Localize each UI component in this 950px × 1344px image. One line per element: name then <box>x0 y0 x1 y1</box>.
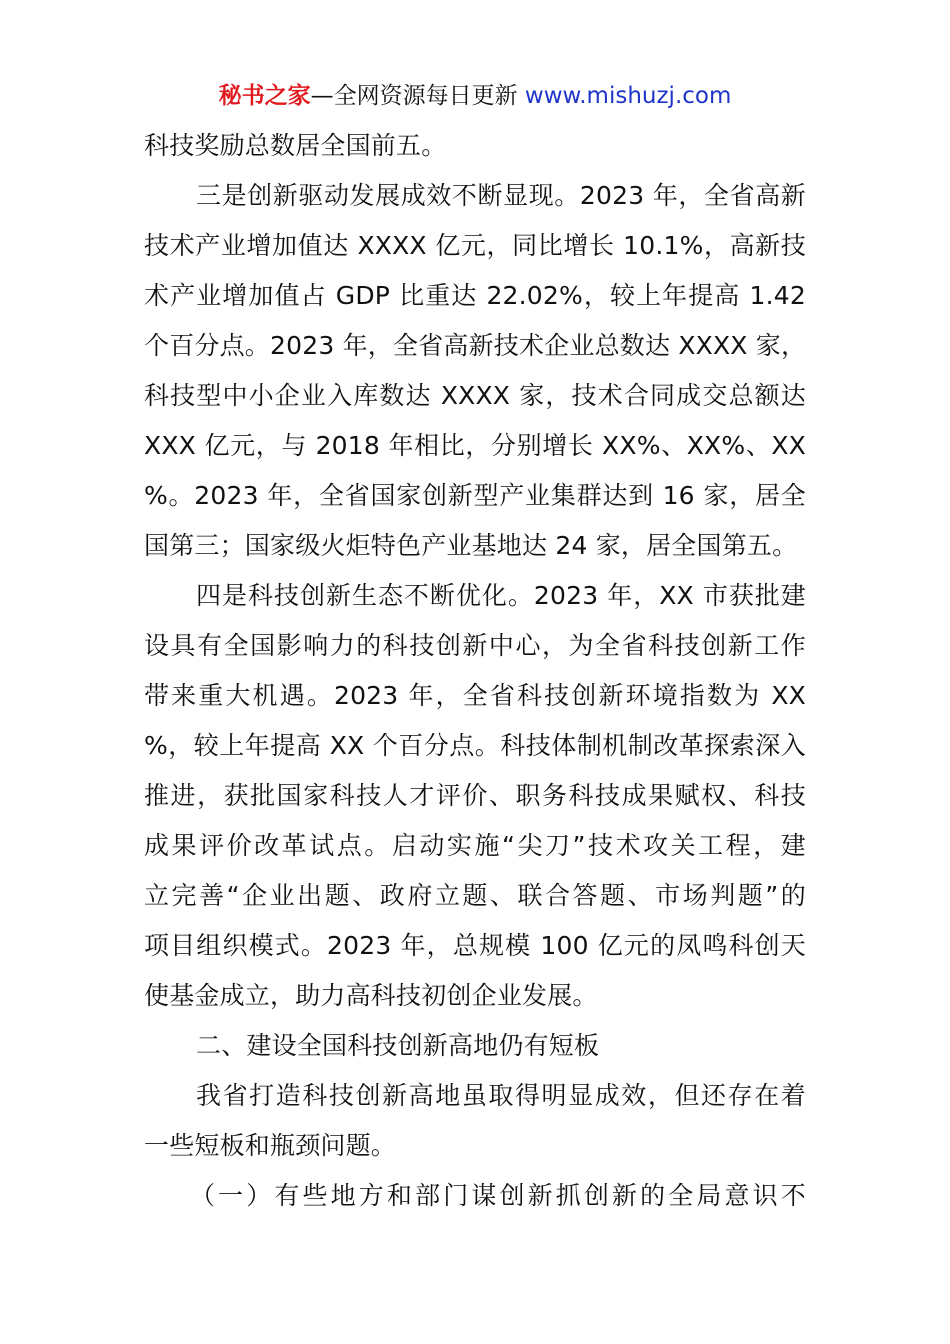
text-line-16: 立完善“企业出题、政府立题、联合答题、市场判题”的 <box>144 881 806 910</box>
text-line-04: 术产业增加值占 GDP 比重达 22.02%，较上年提高 1.42 <box>144 281 806 310</box>
subsection-heading: （一）有些地方和部门谋创新抓创新的全局意识不 <box>190 1181 806 1210</box>
site-tagline: —全网资源每日更新 <box>310 83 525 109</box>
text-line-17: 项目组织模式。2023 年，总规模 100 亿元的凤鸣科创天 <box>144 931 806 960</box>
text-line-12: 带来重大机遇。2023 年，全省科技创新环境指数为 XX <box>144 681 806 710</box>
text-line-21: 一些短板和瓶颈问题。 <box>144 1131 397 1160</box>
text-line-15: 成果评价改革试点。启动实施“尖刀”技术攻关工程，建 <box>144 831 806 860</box>
site-brand: 秘书之家 <box>218 83 311 109</box>
text-line-13: %，较上年提高 XX 个百分点。科技体制机制改革探索深入 <box>144 731 806 760</box>
document-body <box>144 121 806 1221</box>
text-line-11: 设具有全国影响力的科技创新中心，为全省科技创新工作 <box>144 631 806 660</box>
text-line-03: 技术产业增加值达 XXXX 亿元，同比增长 10.1%，高新技 <box>144 231 806 260</box>
text-line-14: 推进，获批国家科技人才评价、职务科技成果赋权、科技 <box>144 781 806 810</box>
site-header <box>0 80 950 112</box>
section-heading: 二、建设全国科技创新高地仍有短板 <box>196 1031 600 1060</box>
text-line-06: 科技型中小企业入库数达 XXXX 家，技术合同成交总额达 <box>144 381 806 410</box>
site-url-link[interactable]: www.mishuzj.com <box>524 83 732 109</box>
text-line-10: 四是科技创新生态不断优化。2023 年，XX 市获批建 <box>196 581 806 610</box>
text-line-20: 我省打造科技创新高地虽取得明显成效，但还存在着 <box>196 1081 806 1110</box>
text-line-05: 个百分点。2023 年，全省高新技术企业总数达 XXXX 家， <box>144 331 807 360</box>
text-line-01: 科技奖励总数居全国前五。 <box>144 131 447 160</box>
text-line-09: 国第三；国家级火炬特色产业基地达 24 家，居全国第五。 <box>144 531 798 560</box>
text-line-02: 三是创新驱动发展成效不断显现。2023 年，全省高新 <box>196 181 806 210</box>
text-line-18: 使基金成立，助力高科技初创企业发展。 <box>144 981 598 1010</box>
text-line-07: XXX 亿元，与 2018 年相比，分别增长 XX%、XX%、XX <box>144 431 806 460</box>
text-line-08: %。2023 年，全省国家创新型产业集群达到 16 家，居全 <box>144 481 806 510</box>
